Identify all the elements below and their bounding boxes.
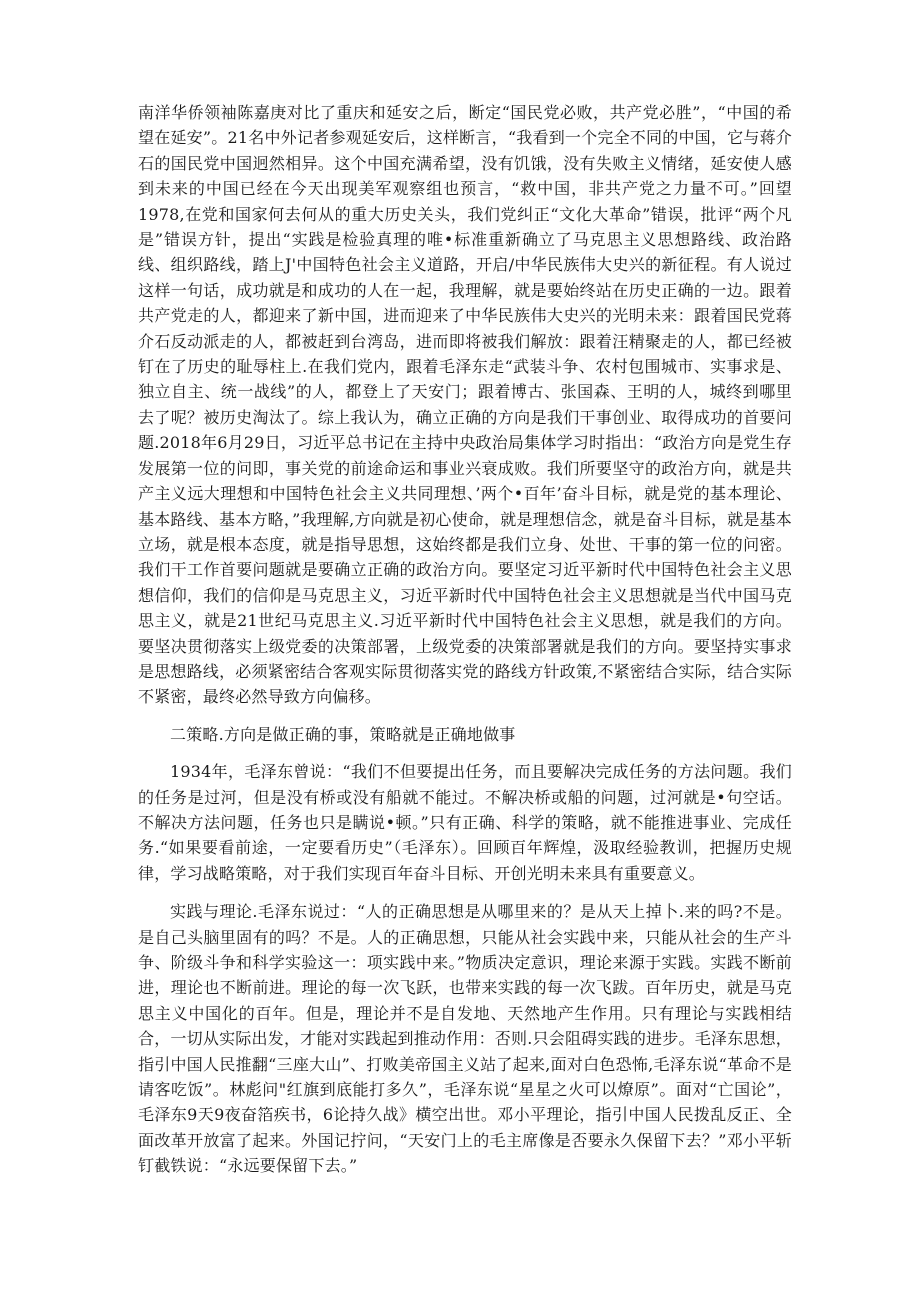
paragraph-mao-1934: 1934年，毛泽东曾说：“我们不但要提出任务，而且要解决完成任务的方法问题。我们的任务是过河，但是没有桥或没有船就不能过。不解决桥或船的问题，过河就是•句空话。不解决方法问题，任务也只是瞒说•顿。”只有正确、科学的策略，就不能推进事业、完成任务.“如果要看前途，一定要看历史”（毛泽东）。回顾百年辉煌，汲取经验教训，把握历史规律，学习战略策略，对于我们实现百年奋斗目标、开创光明未来具有重要意义。	[138, 762, 792, 883]
paragraph-history-direction: 南洋华侨领袖陈嘉庚对比了重庆和延安之后，断定“国民党必败，共产党必胜”，“中国的希望在延安”。21名中外记者参观延安后，这样断言，“我看到一个完全不同的中国，它与蒋介石的国民党中国迥然相异。这个中国充满希望，没有饥饿，没有失败主义情绪，延安使人感到未来的中国已经在今天出现美军观察组也预言，“救中国，非共产党之力量不可。”回望1978,在党和国家何去何从的重大历史关头，我们党纠正“文化大革命”错误，批评“两个凡是”错误方针，提出“实践是检验真理的唯•标准重新确立了马克思主义思想路线、政治路线、组织路线，踏上J'中国特色社会主义道路，开启/中华民族伟大史兴的新征程。有人说过这样一句话，成功就是和成功的人在一起，我理解，就是要始终站在历史正确的一边。跟着共产党走的人，都迎来了新中国，进而迎来了中华民族伟大史兴的光明未来：跟着国民党蒋介石反动派走的人，都被赶到台湾岛，进而即将被我们解放：跟着汪精聚走的人，都已经被钉在了历史的耻辱柱上.在我们党内，跟着毛泽东走“武装斗争、农村包围城市、实事求是、独立自主、统一战线”的人，都登上了天安门；跟着博古、张国森、王明的人，城终到哪里去了呢？被历史淘汰了。综上我认为，确立正确的方向是我们干事创业、取得成功的首要问题.2018年6月29日，习近平总书记在主持中央政治局集体学习时指出：“政治方向是党生存发展第一位的问即，事关党的前途命运和事业兴衰成败。我们所要坚守的政治方向，就是共产主义远大理想和中国特色社会主义共同理想、’两个•百年’奋斗目标，就是党的基本理论、基本路线、基本方略，”我理解,方向就是初心使命，就是理想信念，就是奋斗目标，就是基本立场，就是根本态度，就是指导思想，这始终都是我们立身、处世、干事的第一位的问密。我们干工作首要问题就是要确立正确的政治方向。要坚定习近平新时代中国特色社会主义思想信仰，我们的信仰是马克思主义，习近平新时代中国特色社会主义思想就是当代中国马克思主义，就是21世纪马克思主义.习近平新时代中国特色社会主义思想，就是我们的方向。要坚决贯彻落实上级党委的决策部署，上级党委的决策部署就是我们的方向。要坚持实事求是思想路线，必须紧密结合客观实际贯彻落实党的路线方针政策,不紧密结合实际，结合实际不紧密，最终必然导致方向偏移。	[138, 103, 792, 707]
section-heading-strategy: 二策略.方向是做正确的事，策略就是正确地做事	[170, 724, 516, 744]
paragraph-practice-theory: 实践与理论.毛泽东说过：“人的正确思想是从哪里来的？是从天上掉卜.来的吗?不是。是自己头脑里固有的吗？不是。人的正确思想，只能从社会实践中来，只能从社会的生产斗争、阶级斗争和科学实验这一：项实践中来。”物质决定意识，理论来源于实践。实践不断前进，理论也不断前进。理论的每一次飞跃，也带来实践的每一次飞跋。百年历史，就是马克思主义中国化的百年。但是，理论并不是自发地、天然地产生作用。只有理论与实践相结合，一切从实际出发，才能对实践起到推动作用：否则.只会阻碍实践的进步。毛泽东思想，指引中国人民推翻“三座大山”、打败美帝国主义站了起来,面对白色恐怖,毛泽东说“革命不是请客吃饭”。林彪问"红旗到底能打多久”，毛泽东说“星星之火可以燎原”。面对“亡国论”，毛泽东9天9夜奋箔疾书，6论持久战》横空出世。邓小平理论，指引中国人民拨乱反正、全面改革开放富了起来。外国记拧问，“天安门上的毛主席像是否要永久保留下去？”邓小平斩钉截铁说：“永远要保留下去。”	[138, 902, 792, 1176]
document-page	[138, 100, 792, 1179]
